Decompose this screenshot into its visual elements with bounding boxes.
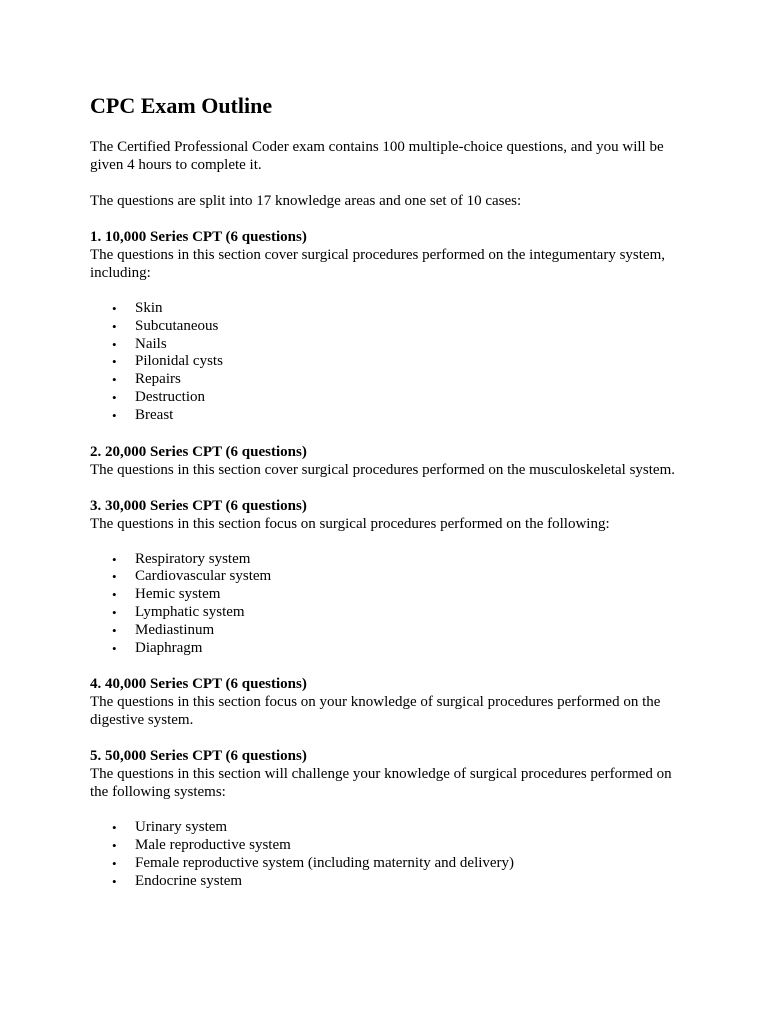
- intro-paragraph: The Certified Professional Coder exam contains 100 multiple-choice questions, and you will be given 4 hours to complete it.: [90, 139, 664, 173]
- list-item: • Pilonidal cysts: [135, 353, 678, 371]
- section-3: [90, 497, 678, 658]
- list-item: • Hemic system: [135, 586, 678, 604]
- intro-paragraph: The questions are split into 17 knowledge areas and one set of 10 cases:: [90, 193, 522, 209]
- list-item: • Subcutaneous: [135, 318, 678, 336]
- list-item: • Repairs: [135, 371, 678, 389]
- list-item: • Cardiovascular system: [135, 568, 678, 586]
- list-item: • Breast: [135, 407, 678, 425]
- list-item: • Diaphragm: [135, 640, 678, 658]
- list-item: • Endocrine system: [135, 873, 678, 891]
- section-5: [90, 747, 678, 890]
- section-1: [90, 228, 678, 425]
- section-heading: 3. 30,000 Series CPT (6 questions): [90, 497, 307, 514]
- section-text: The questions in this section focus on your knowledge of surgical procedures performed on the digestive system.: [90, 694, 661, 729]
- list-item: • Respiratory system: [135, 551, 678, 569]
- list-item: • Mediastinum: [135, 622, 678, 640]
- list-item: • Urinary system: [135, 819, 678, 837]
- list-item: • Nails: [135, 336, 678, 354]
- section-heading: 5. 50,000 Series CPT (6 questions): [90, 748, 307, 765]
- section-heading: 1. 10,000 Series CPT (6 questions): [90, 229, 307, 245]
- page-title: CPC Exam Outline: [90, 93, 273, 118]
- section-text: The questions in this section cover surgical procedures performed on the integumentary system, including:: [90, 247, 665, 281]
- bullet-list: [90, 300, 678, 425]
- section-text: The questions in this section cover surgical procedures performed on the musculoskeletal system.: [90, 461, 675, 478]
- list-item: • Skin: [135, 300, 678, 318]
- section-heading: 4. 40,000 Series CPT (6 questions): [90, 676, 307, 693]
- list-item: • Destruction: [135, 389, 678, 407]
- list-item: • Male reproductive system: [135, 837, 678, 855]
- bullet-list: [90, 551, 678, 658]
- section-text: The questions in this section will challenge your knowledge of surgical procedures performed on the following systems:: [90, 766, 672, 801]
- list-item: • Lymphatic system: [135, 604, 678, 622]
- list-item: • Female reproductive system (including maternity and delivery): [135, 855, 678, 873]
- section-4: [90, 675, 678, 729]
- section-heading: 2. 20,000 Series CPT (6 questions): [90, 443, 307, 460]
- section-2: [90, 443, 678, 479]
- bullet-list: [90, 819, 678, 890]
- section-text: The questions in this section focus on surgical procedures performed on the following:: [90, 515, 610, 532]
